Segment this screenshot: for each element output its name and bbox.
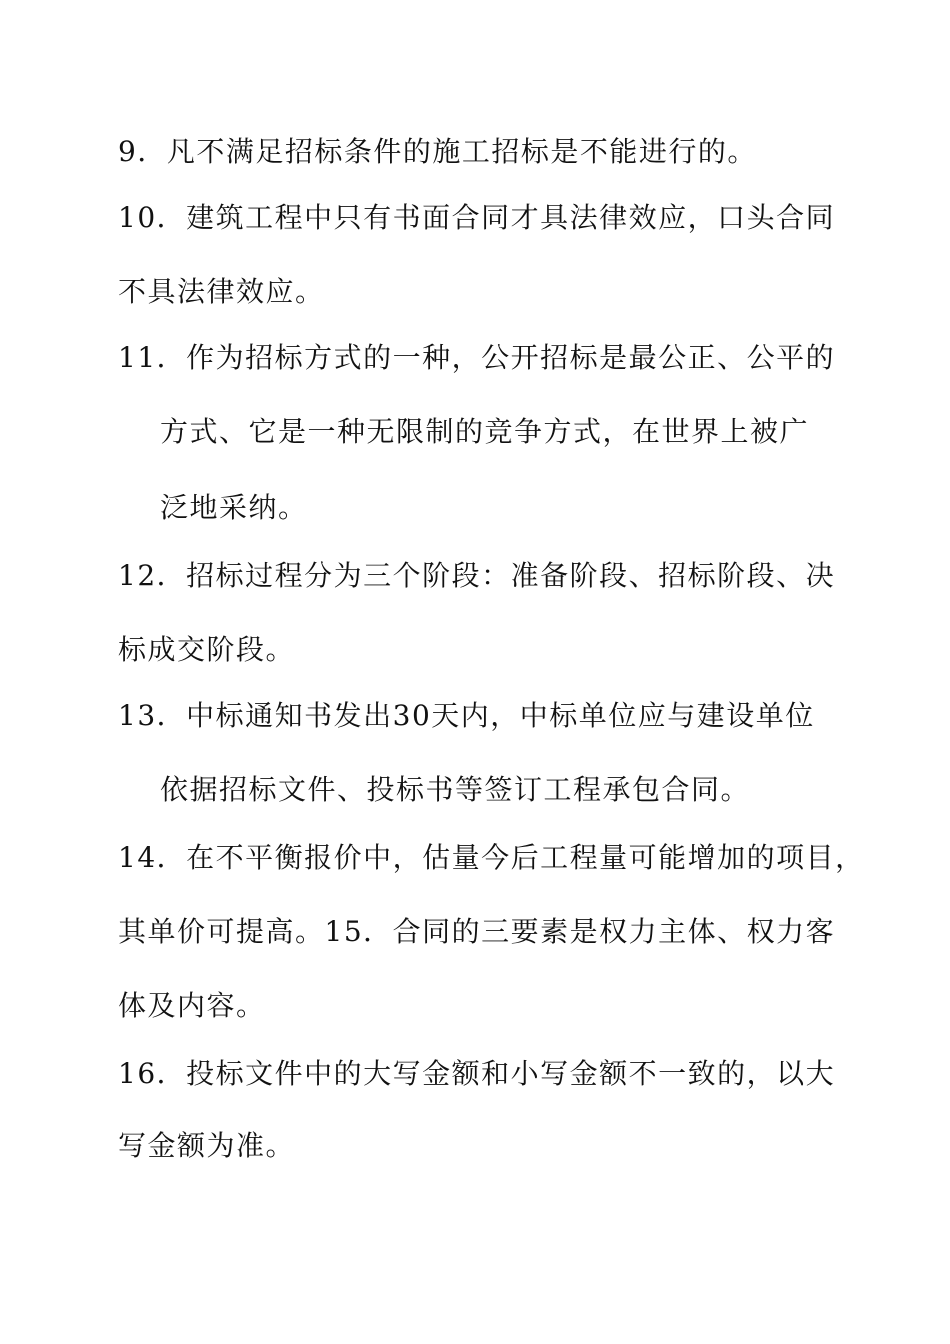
item-12-line-1: 12．招标过程分为三个阶段：准备阶段、招标阶段、决 bbox=[118, 559, 836, 592]
item-16-line-1: 16．投标文件中的大写金额和小写金额不一致的，以大 bbox=[118, 1057, 836, 1090]
item-11-line-3: 泛地采纳。 bbox=[160, 491, 308, 524]
item-10-line-2: 不具法律效应。 bbox=[118, 275, 325, 308]
item-9-line-1: 9．凡不满足招标条件的施工招标是不能进行的。 bbox=[118, 135, 757, 168]
item-14-line-1: 14．在不平衡报价中，估量今后工程量可能增加的项目， bbox=[118, 841, 865, 874]
item-16-line-2: 写金额为准。 bbox=[118, 1129, 296, 1162]
item-13-line-1: 13．中标通知书发出30天内，中标单位应与建设单位 bbox=[118, 699, 815, 732]
item-10-line-1: 10．建筑工程中只有书面合同才具法律效应，口头合同 bbox=[118, 201, 836, 234]
item-14-15-line: 其单价可提高。15．合同的三要素是权力主体、权力客 bbox=[118, 915, 836, 948]
item-11-line-2: 方式、它是一种无限制的竞争方式，在世界上被广 bbox=[160, 415, 810, 448]
item-13-line-2: 依据招标文件、投标书等签订工程承包合同。 bbox=[160, 773, 751, 806]
item-15-line-2: 体及内容。 bbox=[118, 989, 266, 1022]
item-11-line-1: 11．作为招标方式的一种，公开招标是最公正、公平的 bbox=[118, 341, 836, 374]
item-12-line-2: 标成交阶段。 bbox=[118, 633, 296, 666]
